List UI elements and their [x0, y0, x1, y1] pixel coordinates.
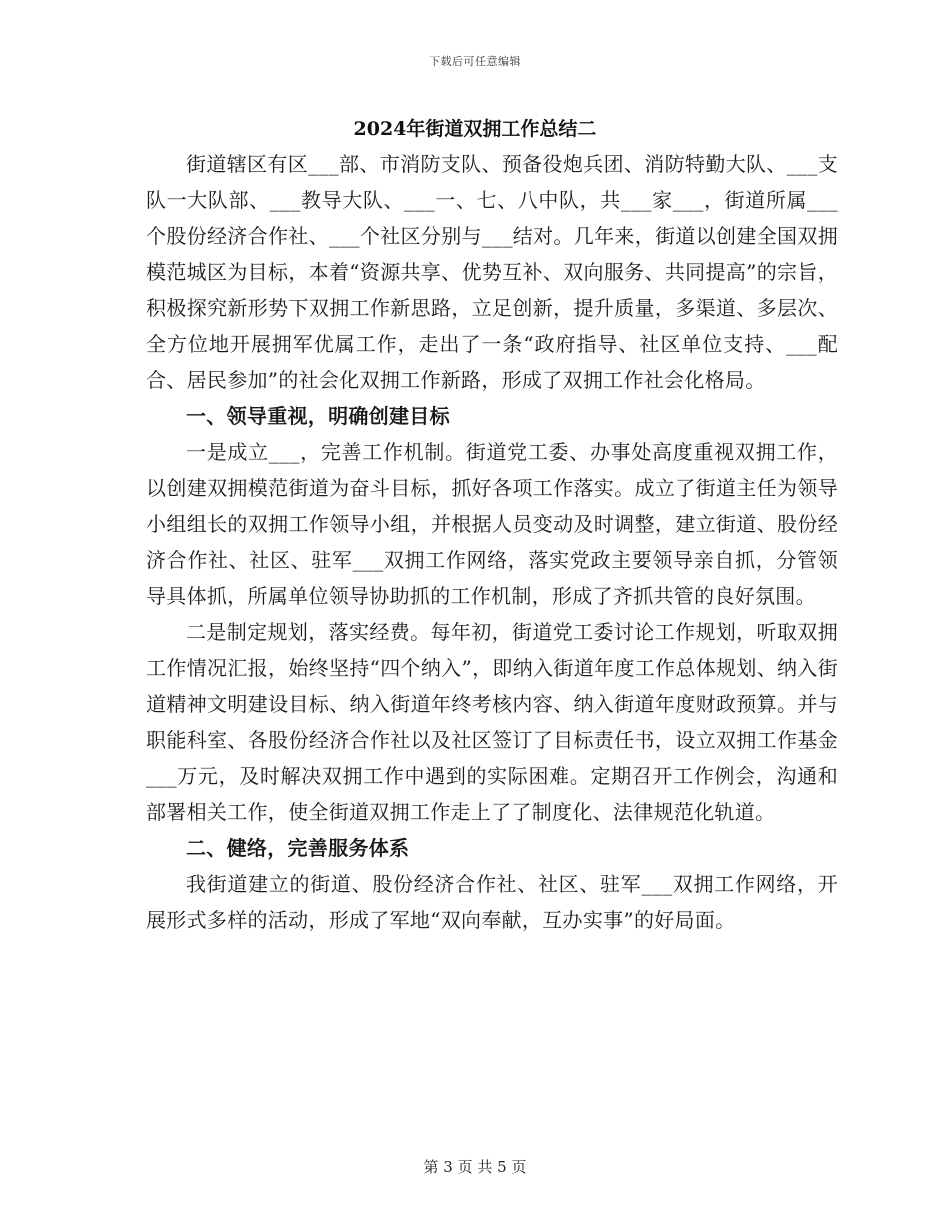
page-number-footer: 第 3 页 共 5 页 — [423, 1158, 527, 1176]
section-2-paragraph-1: 我街道建立的街道、股份经济合作社、社区、驻军___双拥工作网络，开展形式多样的活动，形成了军地“双向奉献，互办实事”的好局面。 — [146, 872, 838, 932]
section-1-paragraph-2: 二是制定规划，落实经费。每年初，街道党工委讨论工作规划，听取双拥工作情况汇报，始终坚持“四个纳入”，即纳入街道年度工作总体规划、纳入街道精神文明建设目标、纳入街道年终考核内容、纳入街道年度财政预算。并与职能科室、各股份经济合作社以及社区签订了目标责任书，设立双拥工作基金___万元，及时解决双拥工作中遇到的实际困难。定期召开工作例会，沟通和部署相关工作，使全街道双拥工作走上了了制度化、法律规范化轨道。 — [146, 620, 838, 824]
page-header-note: 下载后可任意编辑 — [429, 55, 521, 68]
intro-paragraph: 街道辖区有区___部、市消防支队、预备役炮兵团、消防特勤大队、___支队一大队部、___教导大队、___一、七、八中队，共___家___，街道所属___个股份经济合作社、___个社区分别与___结对。几年来，街道以创建全国双拥模范城区为目标，本着“资源共享、优势互补、双向服务、共同提高”的宗旨，积极探究新形势下双拥工作新思路，立足创新，提升质量，多渠道、多层次、全方位地开展拥军优属工作，走出了一条“政府指导、社区单位支持、___配合、居民参加”的社会化双拥工作新路，形成了双拥工作社会化格局。 — [146, 152, 838, 392]
section-1-paragraph-1: 一是成立___，完善工作机制。街道党工委、办事处高度重视双拥工作，以创建双拥模范街道为奋斗目标，抓好各项工作落实。成立了街道主任为领导小组组长的双拥工作领导小组，并根据人员变动及时调整，建立街道、股份经济合作社、社区、驻军___双拥工作网络，落实党政主要领导亲自抓，分管领导具体抓，所属单位领导协助抓的工作机制，形成了齐抓共管的良好氛围。 — [146, 440, 838, 608]
document-body — [146, 146, 838, 938]
section-heading-2: 二、健络，完善服务体系 — [186, 836, 410, 860]
document-title: 2024年街道双拥工作总结二 — [353, 118, 597, 140]
section-heading-1: 一、领导重视，明确创建目标 — [186, 404, 450, 428]
